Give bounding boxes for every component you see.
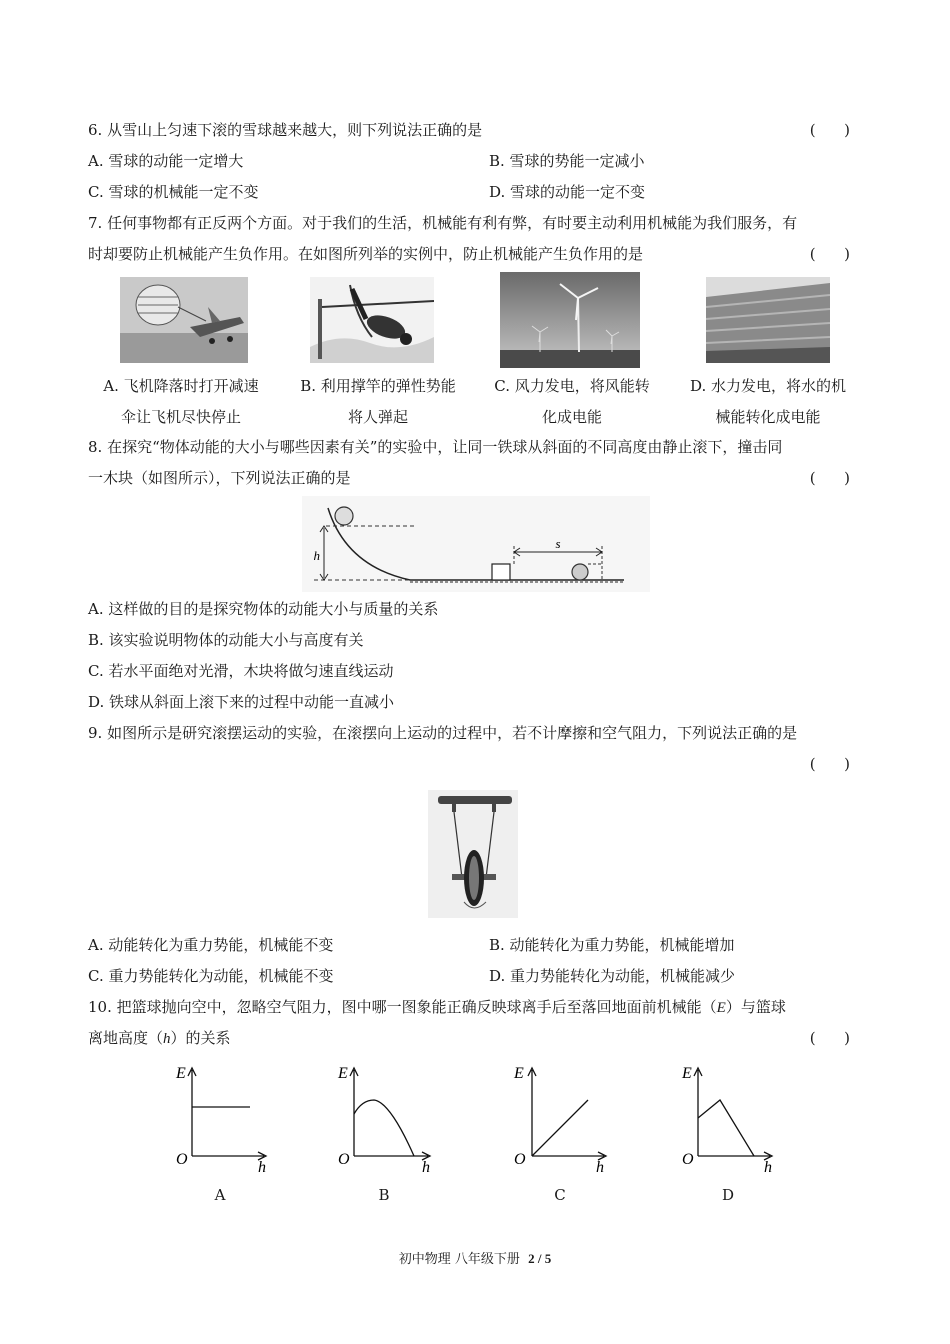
- graph-d-origin: O: [682, 1151, 694, 1168]
- q7-option-a-line1: A. 飞机降落时打开减速: [103, 377, 259, 395]
- q7-answer-paren: ( ): [809, 245, 850, 263]
- q8-distance-label: s: [555, 536, 561, 551]
- graph-c-axis-h: h: [596, 1159, 604, 1176]
- q9-option-d: D. 重力势能转化为动能，机械能减少: [489, 967, 736, 985]
- q7-stem-line2: 时却要防止机械能产生负作用。在如图所列举的实例中，防止机械能产生负作用的是: [88, 245, 644, 263]
- q9-option-b: B. 动能转化为重力势能，机械能增加: [489, 936, 735, 954]
- q7-option-a: [92, 371, 270, 433]
- q8-stem-line1: 8. 在探究“物体动能的大小与哪些因素有关”的实验中，让同一铁球从斜面的不同高度由静止滚下，撞击同: [88, 438, 783, 456]
- footer-course: 初中物理 八年级下册: [398, 1252, 520, 1267]
- q10-stem-line2: [88, 1028, 231, 1049]
- q7-option-c-line1: C. 风力发电，将风能转: [494, 377, 650, 395]
- q7-option-b: [288, 371, 468, 433]
- q7-stem-line1: 7. 任何事物都有正反两个方面。对于我们的生活，机械能有利有弊，有时要主动利用机械能为我们服务，有: [88, 214, 798, 232]
- graph-a-axis-e: E: [176, 1065, 186, 1082]
- graph-b-origin: O: [338, 1151, 350, 1168]
- q8-option-c: C. 若水平面绝对光滑，木块将做匀速直线运动: [88, 662, 394, 680]
- q7-option-b-line1: B. 利用撑竿的弹性势能: [300, 377, 456, 395]
- q9-option-c: C. 重力势能转化为动能，机械能不变: [88, 967, 334, 985]
- q6-option-d: D. 雪球的动能一定不变: [489, 183, 646, 201]
- q8-option-b: B. 该实验说明物体的动能大小与高度有关: [88, 631, 364, 649]
- graph-c-origin: O: [514, 1151, 526, 1168]
- graph-a-axis-h: h: [258, 1159, 266, 1176]
- q10-graph-d: [676, 1060, 786, 1176]
- q6-option-a: A. 雪球的动能一定增大: [88, 152, 244, 170]
- q9-answer-paren: ( ): [809, 755, 850, 773]
- q10-label-d: D: [721, 1186, 735, 1204]
- q10-stem-line1: [88, 997, 786, 1018]
- q7-option-d-line1: D. 水力发电，将水的机: [689, 377, 847, 395]
- q10-graph-b: [334, 1060, 444, 1176]
- q7-option-c: [482, 371, 662, 433]
- q10-label-a: A: [214, 1186, 226, 1204]
- graph-d-axis-e: E: [682, 1065, 692, 1082]
- graph-a-origin: O: [176, 1151, 188, 1168]
- q10-stem-line1-a: 10. 把篮球抛向空中，忽略空气阻力，图中哪一图象能正确反映球离手后至落回地面前机械能（: [88, 998, 717, 1016]
- q8-height-label: h: [313, 548, 320, 563]
- q10-graph-a: [170, 1060, 280, 1176]
- q8-stem-line2: 一木块（如图所示），下列说法正确的是: [88, 469, 351, 487]
- q7-option-d-line2: 械能转化成电能: [715, 408, 821, 426]
- q7-option-c-line2: 化成电能: [541, 408, 602, 426]
- q7-photo-hydropower: [706, 277, 830, 363]
- q10-label-b: B: [378, 1186, 390, 1204]
- q9-maxwell-pendulum: [428, 790, 518, 918]
- graph-b-axis-h: h: [422, 1159, 430, 1176]
- q7-option-d: [676, 371, 860, 433]
- footer-page-number: 2 / 5: [528, 1251, 552, 1266]
- q10-answer-paren: ( ): [809, 1029, 850, 1047]
- graph-c-axis-e: E: [514, 1065, 524, 1082]
- q9-option-a: A. 动能转化为重力势能，机械能不变: [88, 936, 334, 954]
- q10-stem-var-h: h: [163, 1031, 171, 1047]
- q9-stem: 9. 如图所示是研究滚摆运动的实验，在滚摆向上运动的过程中，若不计摩擦和空气阻力，下列说法正确的是: [88, 724, 798, 742]
- q10-graph-c: [506, 1060, 616, 1176]
- q7-option-b-line2: 将人弹起: [347, 408, 408, 426]
- graph-b-axis-e: E: [338, 1065, 348, 1082]
- q7-photo-airplane: [120, 277, 248, 363]
- q10-stem-var-e: E: [716, 1000, 726, 1016]
- q6-option-b: B. 雪球的势能一定减小: [489, 152, 645, 170]
- q7-photo-wind-turbines: [500, 272, 640, 368]
- q7-option-a-line2: 伞让飞机尽快停止: [120, 408, 241, 426]
- q6-stem: 6. 从雪山上匀速下滚的雪球越来越大，则下列说法正确的是: [88, 121, 483, 139]
- q7-photo-pole-vault: [310, 277, 434, 363]
- page-footer: [0, 1248, 950, 1267]
- q10-stem-line2-b: ）的关系: [170, 1029, 231, 1047]
- q6-answer-paren: ( ): [809, 121, 850, 139]
- graph-d-axis-h: h: [764, 1159, 772, 1176]
- q8-option-d: D. 铁球从斜面上滚下来的过程中动能一直减小: [88, 693, 395, 711]
- q8-incline-diagram: [302, 496, 650, 592]
- q8-option-a: A. 这样做的目的是探究物体的动能大小与质量的关系: [88, 600, 439, 618]
- q10-stem-line2-a: 离地高度（: [88, 1029, 164, 1047]
- q10-label-c: C: [554, 1186, 566, 1204]
- q6-option-c: C. 雪球的机械能一定不变: [88, 183, 259, 201]
- q8-answer-paren: ( ): [809, 469, 850, 487]
- q10-stem-line1-b: ）与篮球: [725, 998, 786, 1016]
